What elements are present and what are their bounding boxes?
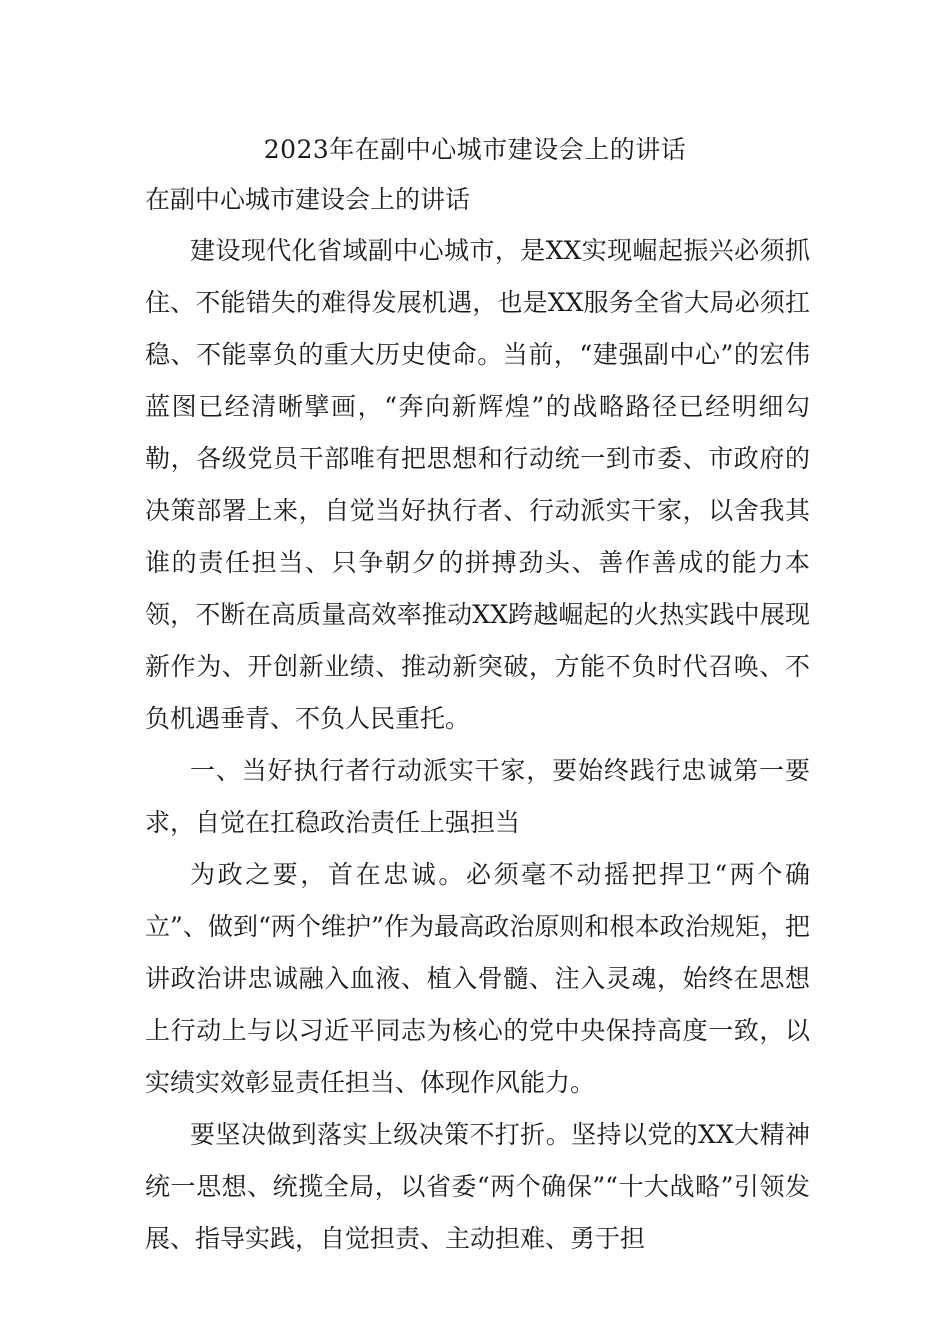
section-heading-1: 一、当好执行者行动派实干家，要始终践行忠诚第一要求，自觉在扛稳政治责任上强担当 (145, 756, 810, 837)
document-title: 2023年在副中心城市建设会上的讲话 (263, 135, 687, 164)
document-body (145, 225, 810, 1265)
paragraph-intro: 建设现代化省域副中心城市，是XX实现崛起振兴必须抓住、不能错失的难得发展机遇，也是XX服务全省大局必须扛稳、不能辜负的重大历史使命。当前，“建强副中心”的宏伟蓝图已经清晰擘画，“奔向新辉煌”的战略路径已经明细勾勒，各级党员干部唯有把思想和行动统一到市委、市政府的决策部署上来，自觉当好执行者、行动派实干家，以舍我其谁的责任担当、只争朝夕的拼搏劲头、善作善成的能力本领，不断在高质量高效率推动XX跨越崛起的火热实践中展现新作为、开创新业绩、推动新突破，方能不负时代召唤、不负机遇垂青、不负人民重托。 (145, 236, 810, 733)
paragraph-implementation: 要坚决做到落实上级决策不打折。坚持以党的XX大精神统一思想、统揽全局，以省委“两个确保”“十大战略”引领发展、指导实践，自觉担责、主动担难、勇于担 (145, 1120, 810, 1253)
paragraph-loyalty: 为政之要，首在忠诚。必须毫不动摇把捍卫“两个确立”、做到“两个维护”作为最高政治原则和根本政治规矩，把讲政治讲忠诚融入血液、植入骨髓、注入灵魂，始终在思想上行动上与以习近平同志为核心的党中央保持高度一致，以实绩实效彰显责任担当、体现作风能力。 (145, 860, 810, 1097)
document-subtitle: 在副中心城市建设会上的讲话 (145, 185, 471, 214)
